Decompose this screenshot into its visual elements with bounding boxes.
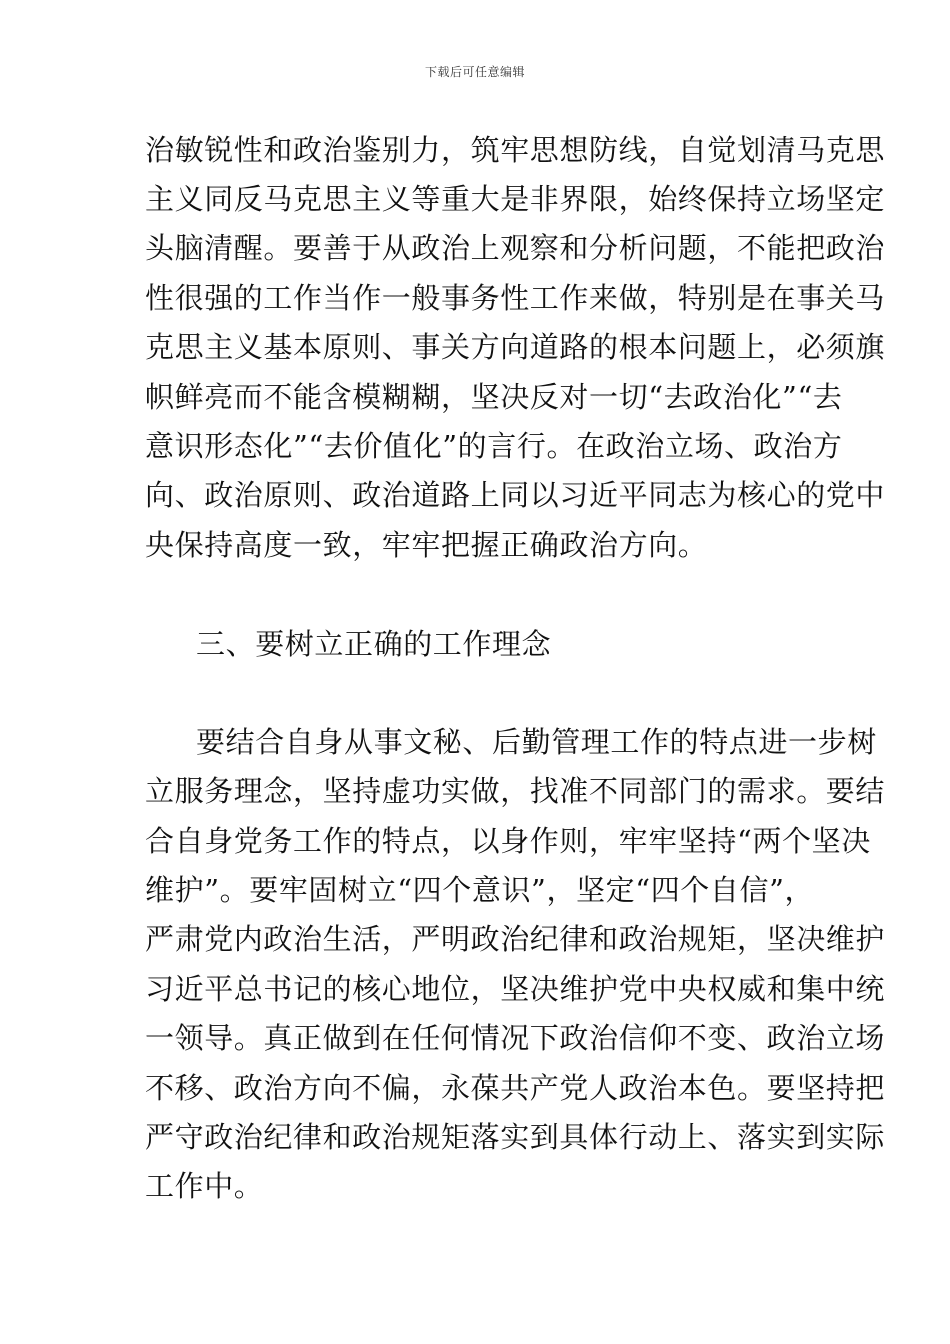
paragraph-line: 主义同反马克思主义等重大是非界限，始终保持立场坚定 — [145, 182, 886, 216]
paragraph-line: 向、政治原则、政治道路上同以习近平同志为核心的党中 — [145, 478, 886, 512]
paragraph-line: 合自身党务工作的特点，以身作则，牢牢坚持“两个坚决 — [145, 824, 871, 858]
section-heading: 三、要树立正确的工作理念 — [196, 627, 552, 661]
paragraph-line: 维护”。要牢固树立“四个意识”，坚定“四个自信”， — [145, 873, 815, 907]
paragraph-line: 要结合自身从事文秘、后勤管理工作的特点进一步树 — [196, 725, 877, 759]
paragraph-line: 严守政治纪律和政治规矩落实到具体行动上、落实到实际 — [145, 1120, 886, 1154]
paragraph-line: 治敏锐性和政治鉴别力，筑牢思想防线，自觉划清马克思 — [145, 133, 886, 167]
paragraph-line: 立服务理念，坚持虚功实做，找准不同部门的需求。要结 — [145, 774, 886, 808]
paragraph-line: 工作中。 — [145, 1169, 264, 1203]
paragraph-line: 性很强的工作当作一般事务性工作来做，特别是在事关马 — [145, 281, 886, 315]
page-header: 下载后可任意编辑 — [424, 65, 525, 79]
paragraph-line: 严肃党内政治生活，严明政治纪律和政治规矩，坚决维护 — [145, 922, 886, 956]
paragraph-line: 央保持高度一致，牢牢把握正确政治方向。 — [145, 528, 708, 562]
paragraph-line: 一领导。真正做到在任何情况下政治信仰不变、政治立场 — [145, 1021, 886, 1055]
paragraph-line: 不移、政治方向不偏，永葆共产党人政治本色。要坚持把 — [145, 1071, 886, 1105]
paragraph-line: 克思主义基本原则、事关方向道路的根本问题上，必须旗 — [145, 330, 886, 364]
paragraph-line: 意识形态化”“去价值化”的言行。在政治立场、政治方 — [145, 429, 843, 463]
paragraph-line: 习近平总书记的核心地位，坚决维护党中央权威和集中统 — [145, 972, 886, 1006]
paragraph-line: 头脑清醒。要善于从政治上观察和分析问题，不能把政治 — [145, 231, 886, 265]
paragraph-line: 帜鲜亮而不能含模糊糊，坚决反对一切“去政治化”“去 — [145, 380, 843, 414]
